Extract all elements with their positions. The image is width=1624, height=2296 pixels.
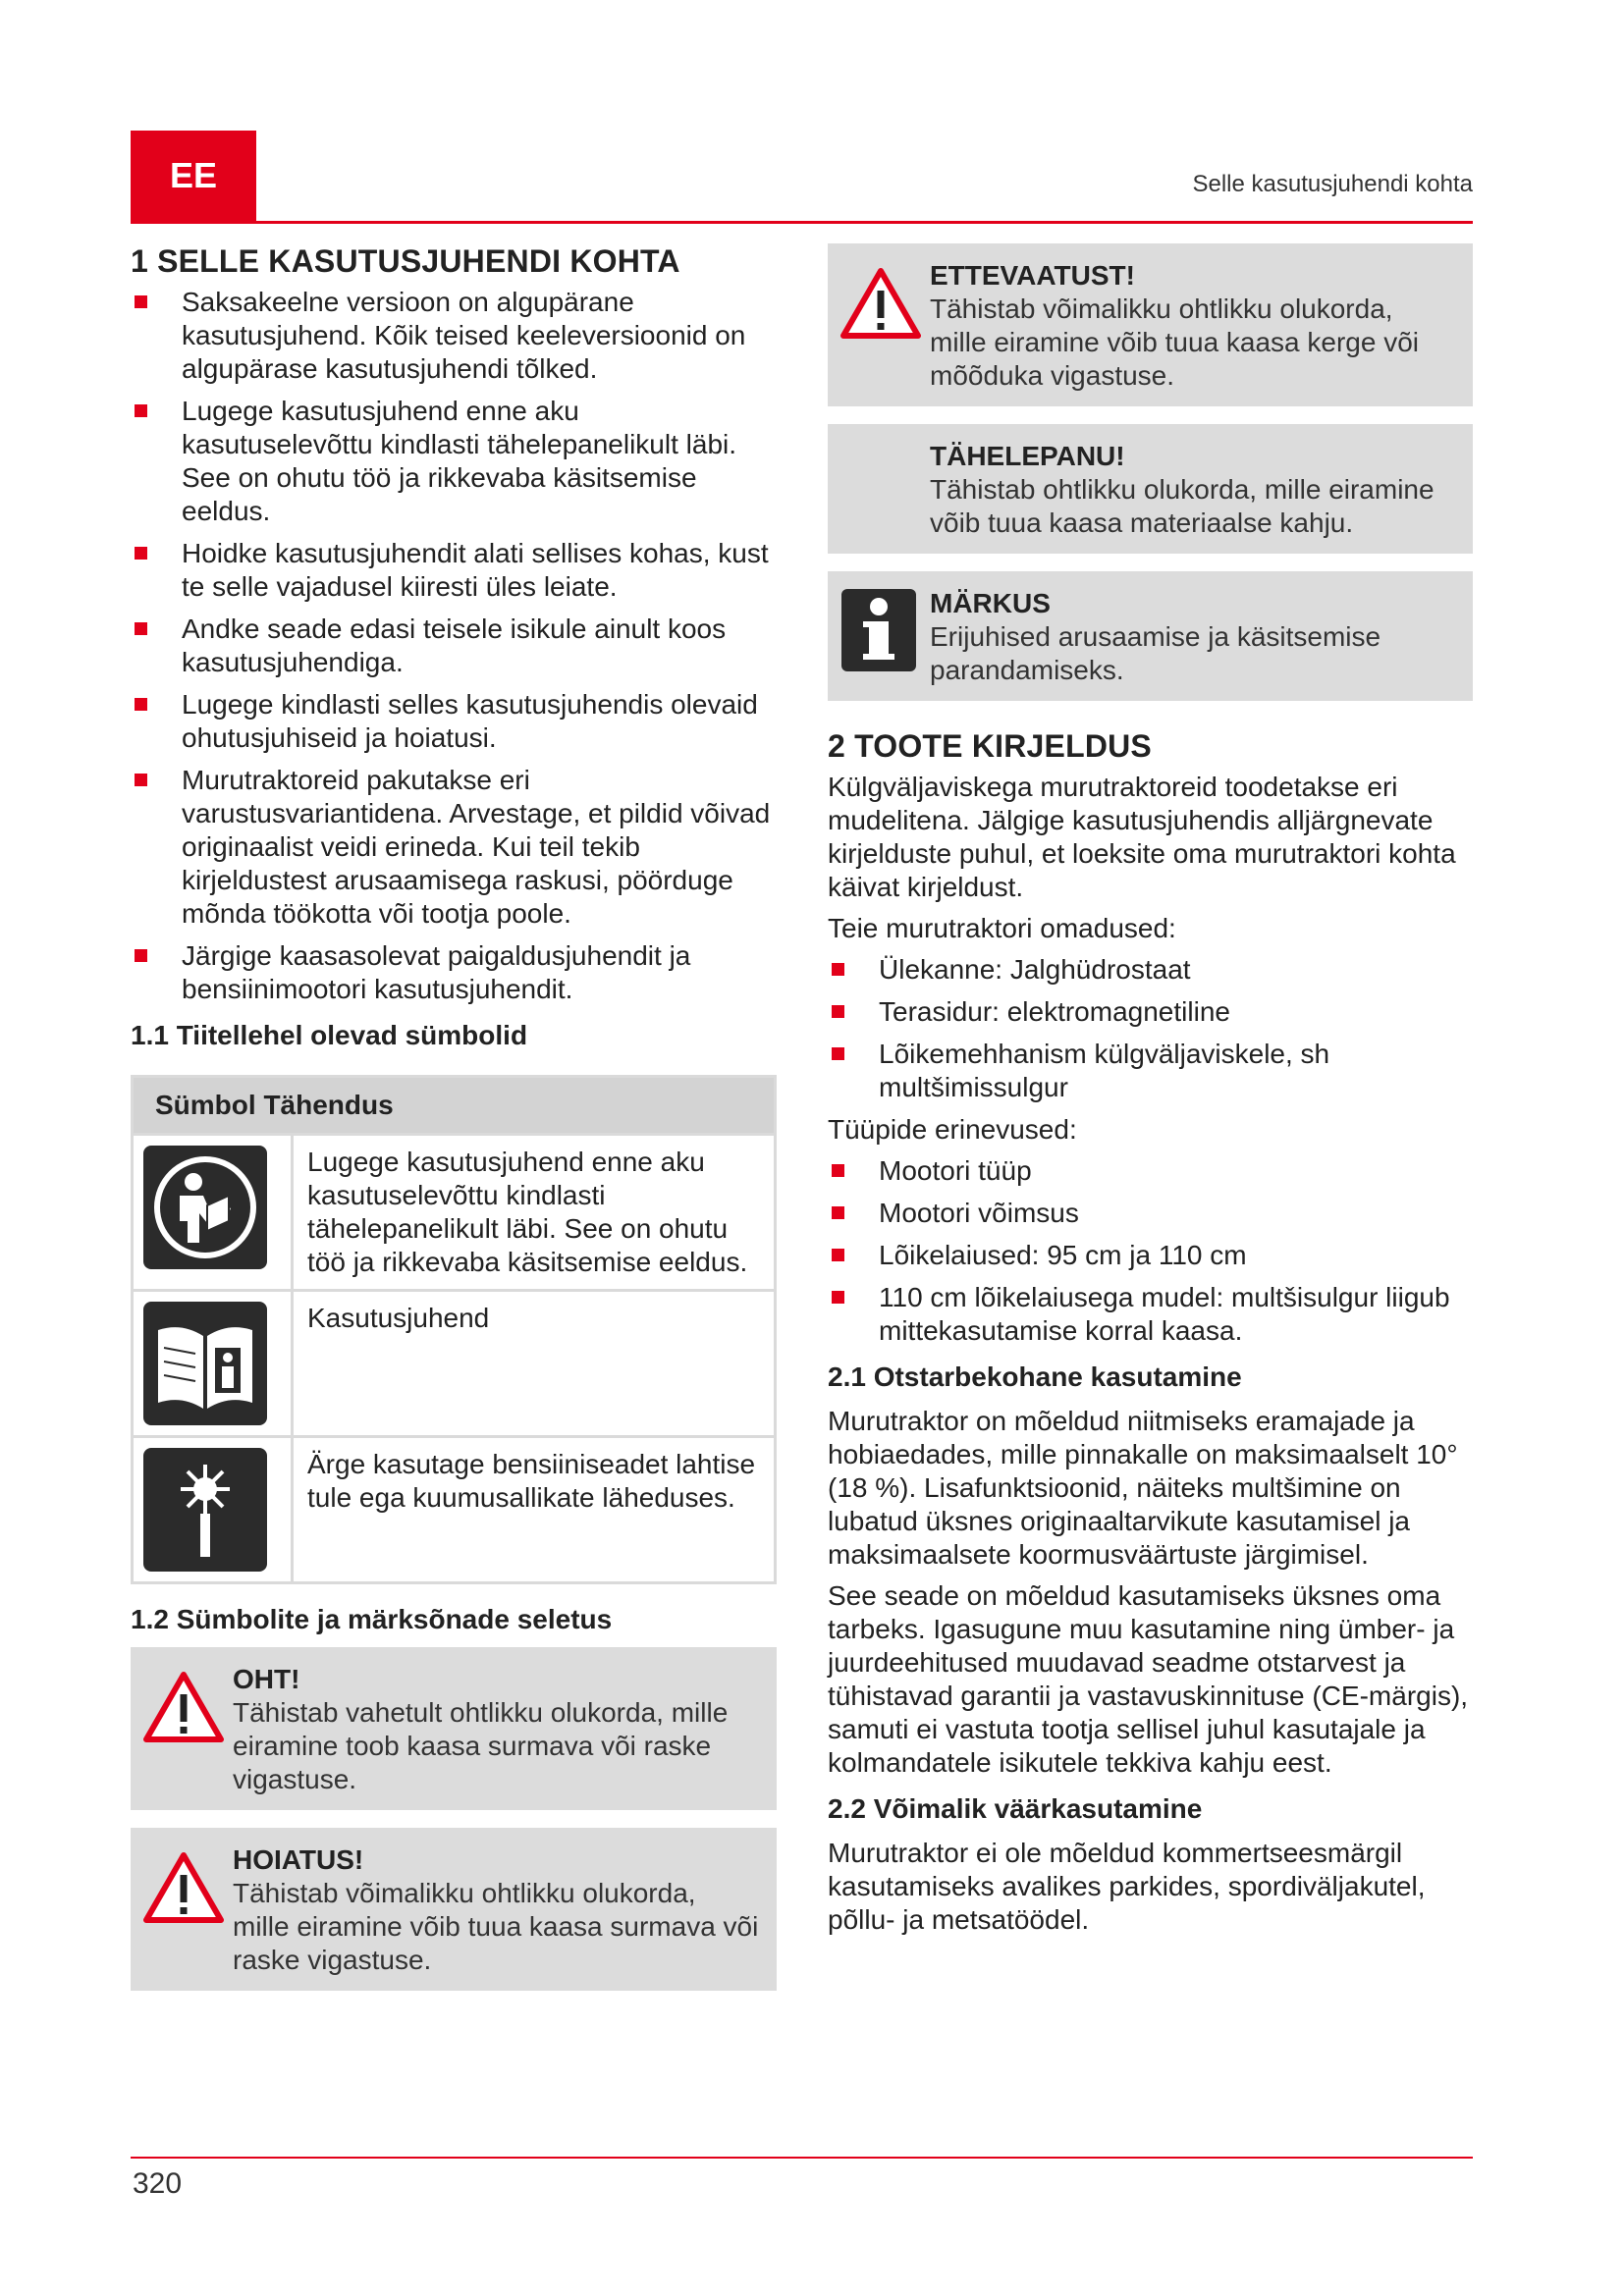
symbol-meaning: Ärge kasutage bensiiniseadet lahtise tule ega kuumusallikate läheduses. bbox=[293, 1437, 776, 1583]
section-1-1-title: 1.1 Tiitellehel olevad sümbolid bbox=[131, 1020, 528, 1050]
info-icon bbox=[839, 587, 918, 673]
list-item: Ülekanne: Jalghüdrostaat bbox=[828, 953, 1473, 987]
features-label: Teie murutraktori omadused: bbox=[828, 913, 1176, 943]
list-item: Lõikelaiused: 95 cm ja 110 cm bbox=[828, 1239, 1473, 1272]
bullet-square-icon bbox=[832, 963, 844, 976]
left-column bbox=[131, 243, 777, 2008]
bullet-square-icon bbox=[135, 698, 147, 711]
section-2-2-title: 2.2 Võimalik väärkasutamine bbox=[828, 1793, 1203, 1824]
symbol-meaning: Lugege kasutusjuhend enne aku kasutuselevõttu kindlasti tähelepanelikult läbi. See on ohutu töö ja rikkevaba käsitsemise eeldus. bbox=[293, 1135, 776, 1291]
notice-body: Erijuhised arusaamise ja käsitsemise parandamiseks. bbox=[930, 621, 1381, 685]
attention-notice bbox=[828, 424, 1473, 554]
features-list bbox=[828, 953, 1473, 1104]
list-item: Saksakeelne versioon on algupärane kasutusjuhend. Kõik teised keeleversioonid on algupärase kasutusjuhendi tõlked. bbox=[131, 286, 777, 386]
notice-body: Tähistab vahetult ohtlikku olukorda, mille eiramine toob kaasa surmava või raske vigastuse. bbox=[233, 1697, 729, 1794]
bullet-square-icon bbox=[135, 404, 147, 417]
bullet-square-icon bbox=[135, 949, 147, 962]
section-1-2-title: 1.2 Sümbolite ja märksõnade seletus bbox=[131, 1604, 613, 1634]
read-manual-icon bbox=[143, 1146, 267, 1269]
section-2-1-title: 2.1 Otstarbekohane kasutamine bbox=[828, 1362, 1242, 1392]
differences-label: Tüüpide erinevused: bbox=[828, 1114, 1077, 1145]
bullet-square-icon bbox=[135, 295, 147, 308]
differences-list bbox=[828, 1154, 1473, 1348]
bullet-square-icon bbox=[832, 1005, 844, 1018]
header-divider bbox=[131, 221, 1473, 224]
notice-title: OHT! bbox=[233, 1664, 300, 1694]
note-notice bbox=[828, 571, 1473, 701]
list-item: Lõikemehhanism külgväljaviskele, sh multšimissulgur bbox=[828, 1038, 1473, 1104]
bullet-square-icon bbox=[832, 1249, 844, 1261]
bullet-square-icon bbox=[135, 547, 147, 560]
notice-body: Tähistab ohtlikku olukorda, mille eiramine võib tuua kaasa materiaalse kahju. bbox=[930, 474, 1435, 538]
running-header: Selle kasutusjuhendi kohta bbox=[1192, 171, 1473, 197]
table-row bbox=[133, 1437, 776, 1583]
bullet-square-icon bbox=[832, 1164, 844, 1177]
warning-triangle-icon bbox=[839, 267, 922, 340]
list-item: 110 cm lõikelaiusega mudel: multšisulgur liigub mittekasutamise korral kaasa. bbox=[828, 1281, 1473, 1348]
section-1-list bbox=[131, 286, 777, 1006]
manual-book-icon bbox=[143, 1302, 267, 1425]
list-item: Mootori võimsus bbox=[828, 1197, 1473, 1230]
caution-notice bbox=[828, 243, 1473, 406]
list-item: Murutraktoreid pakutakse eri varustusvariantidena. Arvestage, et pildid võivad originaalist veidi erineda. Kui teil tekib kirjeldustest arusaamisega raskusi, pöörduge mõnda töökotta või tootja poole. bbox=[131, 764, 777, 931]
list-item: Hoidke kasutusjuhendit alati sellises kohas, kust te selle vajadusel kiiresti üles leiate. bbox=[131, 537, 777, 604]
language-tab: EE bbox=[131, 131, 256, 221]
notice-title: HOIATUS! bbox=[233, 1844, 364, 1875]
list-item: Lugege kasutusjuhend enne aku kasutuselevõttu kindlasti tähelepanelikult läbi. See on ohutu töö ja rikkevaba käsitsemise eeldus. bbox=[131, 395, 777, 528]
section-2-intro: Külgväljaviskega murutraktoreid toodetakse eri mudelitena. Jälgige kasutusjuhendis alljärgnevate kirjelduste puhul, et loeksite oma murutraktori kohta käivat kirjeldust. bbox=[828, 772, 1456, 902]
notice-title: MÄRKUS bbox=[930, 588, 1051, 618]
bullet-square-icon bbox=[135, 622, 147, 635]
section-2-1-paragraph: See seade on mõeldud kasutamiseks üksnes oma tarbeks. Igasugune muu kasutamine ning ümber- ja juurdeehitused muudavad seadme otstarvest ja tühistavad garantii ja vastavuskinnituse (CE-märgis), samuti ei vastuta tootja sellisel juhul kasutajale ja kolmandatele isikutele tekkiva kahju eest. bbox=[828, 1580, 1469, 1778]
section-2-title: 2 TOOTE KIRJELDUS bbox=[828, 728, 1152, 764]
table-row bbox=[133, 1291, 776, 1437]
symbol-table-header: Sümbol Tähendus bbox=[133, 1077, 776, 1135]
notice-title: TÄHELEPANU! bbox=[930, 441, 1125, 471]
page-number: 320 bbox=[133, 2167, 183, 2200]
notice-body: Tähistab võimalikku ohtlikku olukorda, mille eiramine võib tuua kaasa surmava või raske vigastuse. bbox=[233, 1878, 759, 1975]
symbol-table bbox=[131, 1075, 777, 1584]
list-item: Lugege kindlasti selles kasutusjuhendis olevaid ohutusjuhiseid ja hoiatusi. bbox=[131, 688, 777, 755]
danger-notice bbox=[131, 1647, 777, 1810]
list-item: Andke seade edasi teisele isikule ainult koos kasutusjuhendiga. bbox=[131, 613, 777, 679]
footer-divider bbox=[131, 2157, 1473, 2159]
list-item: Mootori tüüp bbox=[828, 1154, 1473, 1188]
notice-title: ETTEVAATUST! bbox=[930, 260, 1135, 291]
no-fire-icon bbox=[143, 1448, 267, 1572]
list-item: Terasidur: elektromagnetiline bbox=[828, 995, 1473, 1029]
warning-notice bbox=[131, 1828, 777, 1991]
bullet-square-icon bbox=[832, 1291, 844, 1304]
section-1-title: 1 SELLE KASUTUSJUHENDI KOHTA bbox=[131, 243, 680, 279]
bullet-square-icon bbox=[832, 1047, 844, 1060]
right-column bbox=[828, 243, 1473, 1945]
list-item: Järgige kaasasolevat paigaldusjuhendit ja bensiinimootori kasutusjuhendit. bbox=[131, 939, 777, 1006]
warning-triangle-icon bbox=[142, 1671, 225, 1743]
section-2-2-paragraph: Murutraktor ei ole mõeldud kommertseesmärgil kasutamiseks avalikes parkides, spordiväljakutel, põllu- ja metsatöödel. bbox=[828, 1838, 1426, 1935]
symbol-meaning: Kasutusjuhend bbox=[293, 1291, 776, 1437]
notice-body: Tähistab võimalikku ohtlikku olukorda, mille eiramine võib tuua kaasa kerge või mõõduka vigastuse. bbox=[930, 294, 1420, 391]
bullet-square-icon bbox=[832, 1206, 844, 1219]
warning-triangle-icon bbox=[142, 1851, 225, 1924]
section-2-1-paragraph: Murutraktor on mõeldud niitmiseks eramajade ja hobiaedades, mille pinnakalle on maksimaalselt 10° (18 %). Lisafunktsioonid, näiteks multšimine on lubatud üksnes originaaltarvikute kasutamisel ja maksimaalsete koormusväärtuste järgimisel. bbox=[828, 1406, 1458, 1570]
bullet-square-icon bbox=[135, 774, 147, 786]
table-row bbox=[133, 1135, 776, 1291]
